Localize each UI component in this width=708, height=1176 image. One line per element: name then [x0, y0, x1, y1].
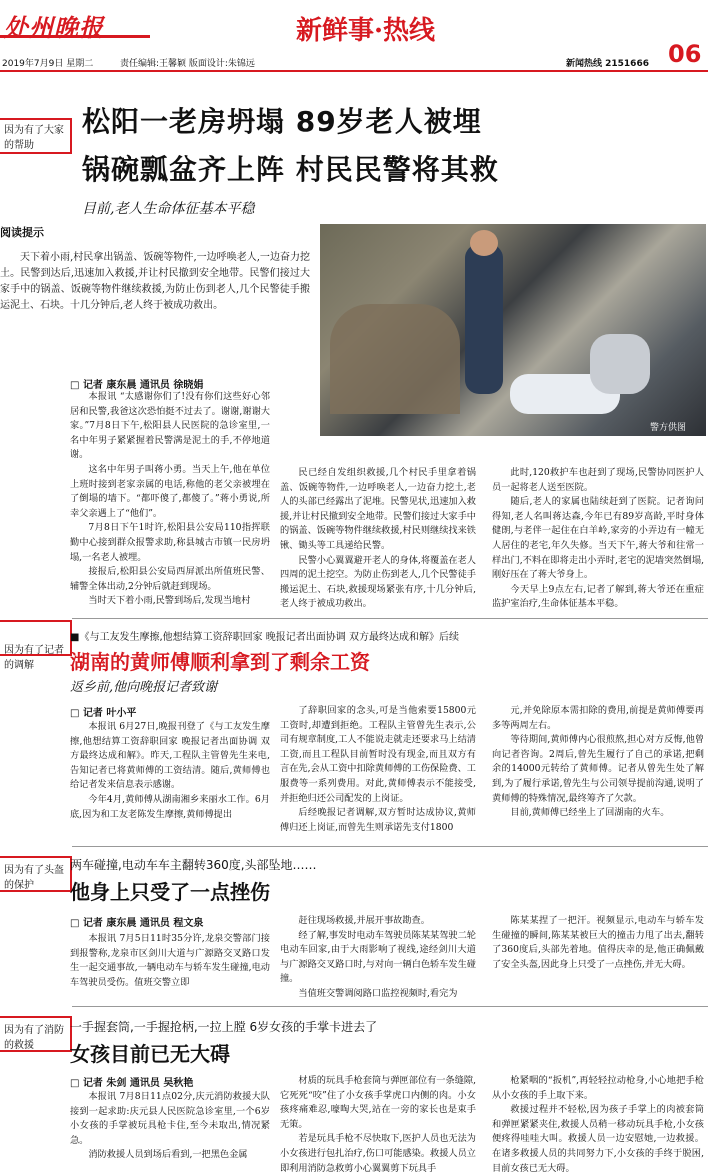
paragraph: 本报讯 6月27日,晚报刊登了《与工友发生摩擦,他想结算工资辞职回家 晚报记者出面协调 双方最终达成和解》。昨天,工程队主管曾先生来电,告知记者已将黄师傅的工资结清。随后,黄师傅也给记者发来信息表示感谢。: [70, 721, 270, 791]
paragraph: 陈某某捏了一把汗。视频显示,电动车与轿车发生碰撞的瞬间,陈某某被巨大的撞击力甩了出去,翻转了360度后,头部先着地。值得庆幸的是,他正确佩戴了安全头盔,因此身上只受了一点挫伤,并无大碍。: [492, 915, 704, 970]
story-column-1: [70, 932, 270, 990]
lead-title: 阅读提示: [0, 226, 44, 239]
story-kicker: ■《与工友发生摩擦,他想结算工资辞职回家 晚报记者出面协调 双方最终达成和解》后续: [70, 632, 459, 643]
header-rule: [0, 70, 708, 72]
paragraph: 救援过程并不轻松,因为孩子手掌上的肉被套筒和弹匣紧紧夹住,救援人员稍一移动玩具手枪,小女孩便疼得哇哇大叫。救援人员一边安慰她,一边救援。在诸多救援人员的共同努力下,小女孩的手终于脱困,目前女孩已无大碍。: [492, 1104, 704, 1174]
story-column-2: [280, 1074, 476, 1176]
paragraph: 若是玩具手枪不尽快取下,医护人员也无法为小女孩进行包扎治疗,伤口可能感染。救援人员立即利用消防急救剪小心翼翼剪下玩具手: [280, 1133, 476, 1174]
paragraph: 随后,老人的家属也陆续赶到了医院。记者询问得知,老人名叫蒋达森,今年已有89岁高龄,平时身体健朗,与老伴一起住在白羊岭,家旁的小弄边有一幢无人居住的老宅,年久失修。当天下午,蒋大爷和往常一样出门,不料在即将走出小弄时,老宅的泥墙突然倒塌,刚好压在了蒋大爷身上。: [492, 496, 704, 581]
paragraph: 民已经自发组织救援,几个村民手里拿着锅盖、饭碗等物件,一边呼唤老人,一边奋力挖土,老人的头部已经露出了泥堆。民警见状,迅速加入救援,并让村民撤到安全地带。民警们接过大家手中的锅盖、饭碗等物件继续救援,村民则继续找来铁锹、锄头等工具递给民警。: [280, 467, 476, 551]
paragraph: 当时天下着小雨,民警到场后,发现当地村: [88, 595, 251, 607]
paragraph: 本报讯 “太感谢你们了!没有你们这些好心邻居和民警,我爸这次恐怕挺不过去了。谢谢,谢谢大家。”7月8日下午,松阳县人民医院的急诊室里,一名中年男子紧紧握着民警满是泥土的手,不停地道谢。: [70, 391, 270, 461]
debris-pile: [330, 304, 460, 414]
subheadline: 目前,老人生命体征基本平稳: [82, 201, 255, 217]
paragraph: 消防救援人员到场后看到,一把黑色金属: [88, 1149, 248, 1161]
page-number: 06: [668, 40, 702, 68]
paragraph: 枪紧咽的“扳机”,再轻轻拉动枪身,小心地把手枪从小女孩的手上取下来。: [492, 1075, 704, 1101]
byline-text: 记者 康东晨 通讯员 徐晓娟: [82, 380, 204, 391]
paragraph: 经了解,事发时电动车驾驶员陈某某驾驶二轮电动车回家,由于大雨影响了视线,途经剑川大道与广源路交叉路口时,与对向一辆白色轿车发生碰撞。: [280, 929, 476, 985]
paragraph: 民警小心翼翼避开老人的身体,将覆盖在老人四周的泥土挖空。为防止伤到老人,几个民警徒手搬运泥土、石块,救援现场紧张有序,十几分钟后,老人终于被成功救出。: [280, 554, 476, 610]
section-divider: [72, 1006, 708, 1007]
section-divider: [72, 846, 708, 847]
officer-figure: [465, 244, 503, 394]
headline-line-2: 锅碗瓢盆齐上阵 村民民警将其救: [82, 153, 499, 186]
officer-head: [470, 230, 498, 256]
paragraph: 今年4月,黄师傅从湖南湘乡来丽水工作。6月底,因为和工友老陈发生摩擦,黄师傅提出: [70, 793, 270, 820]
story-column-2: [280, 914, 476, 1002]
story-subhead: 返乡前,他向晚报记者致谢: [70, 680, 218, 695]
paragraph: 7月8日下午1时许,松阳县公安局110指挥联勤中心接到群众报警求助,称县城古市镇一民房坍塌,一名老人被埋。: [70, 522, 270, 563]
news-photo: [320, 224, 706, 436]
story-byline: □ 记者 朱剑 通讯员 吴秋艳: [70, 1078, 194, 1089]
story-tag: 因为有了消防的救援: [4, 1025, 64, 1051]
photo-credit: 警方供图: [650, 423, 687, 433]
paragraph: 这名中年男子叫蒋小勇。当天上午,他在单位上班时接到老家亲属的电话,称他的老父亲被埋在了倒塌的墙下。“都吓傻了,都傻了。”蒋小勇说,所幸父亲遇上了“他们”。: [70, 463, 270, 519]
story-column-1: [70, 390, 270, 609]
section-title: 新鲜事·热线: [296, 16, 436, 46]
story-column-2: [280, 704, 476, 835]
headline-line-1: 松阳一老房坍塌 89岁老人被埋: [82, 105, 482, 138]
officer-crouching: [590, 334, 650, 394]
paragraph: 今天早上9点左右,记者了解到,蒋大爷还在重症监护室治疗,生命体征基本平稳。: [492, 583, 704, 610]
byline-text: 记者 康东晨 通讯员 程文泉: [82, 918, 204, 929]
story-headline: 女孩目前已无大碍: [70, 1042, 230, 1066]
story-column-3: [492, 704, 704, 821]
editor-credits: 责任编辑:王馨颖 版面设计:朱锦远: [120, 59, 255, 69]
story-column-3: [492, 1074, 704, 1176]
story-column-1: [70, 1090, 270, 1163]
story-column-1: [70, 720, 270, 822]
story-headline: 湖南的黄师傅顺利拿到了剩余工资: [70, 650, 370, 674]
paragraph: 等待期间,黄师傅内心很煎熬,担心对方反悔,他曾向记者咨询。2周后,曾先生履行了自己的承诺,把剩余的14000元转给了黄师傅。记者从曾先生处了解到,为了履行承诺,曾先生与公司领导提前沟通,说明了黄师傅的特殊情况,最终筹齐了欠款。: [492, 734, 704, 804]
paragraph: 此时,120救护车也赶到了现场,民警协同医护人员一起将老人送至医院。: [492, 467, 704, 493]
hotline: 新闻热线 2151666: [566, 59, 649, 69]
paragraph: 元,并免除原本需扣除的费用,前提是黄师傅要再多等两周左右。: [492, 705, 704, 731]
paragraph: 后经晚报记者调解,双方暂时达成协议,黄师傅归还上岗证,而曾先生则承诺先支付1800: [280, 807, 476, 833]
byline-text: 记者 朱剑 通讯员 吴秋艳: [82, 1078, 194, 1089]
story-tag: 因为有了头盔的保护: [4, 865, 64, 891]
paragraph: 当值班交警调阅路口监控视频时,看完为: [298, 987, 458, 999]
story-byline: □ 记者 康东晨 通讯员 程文泉: [70, 918, 204, 929]
story-tag: 因为有了大家的帮助: [4, 125, 64, 151]
paragraph: 材质的玩具手枪套筒与弹匣部位有一条缝隙,它死死“咬”住了小女孩手掌虎口内侧的肉。小女孩疼痛难忍,嚎啕大哭,站在一旁的家长也是束手无策。: [280, 1075, 476, 1130]
byline-text: 记者 叶小平: [82, 708, 137, 719]
paragraph: 目前,黄师傅已经坐上了回湖南的火车。: [510, 807, 670, 819]
story-column-3: [492, 914, 704, 972]
paragraph: 赶往现场救援,并展开事故勘查。: [298, 915, 430, 926]
story-column-2: [280, 466, 476, 612]
paragraph: 接报后,松阳县公安局西屏派出所值班民警、辅警全体出动,2分钟后就赶到现场。: [70, 566, 270, 592]
lead-text: 天下着小雨,村民拿出锅盖、饭碗等物件,一边呼唤老人,一边奋力挖土。民警到达后,迅速加入救援,并让村民撤到安全地带。民警们接过大家手中的锅盖、饭碗等物件继续救援,为防止伤到老人,几个民警徒手搬运泥土、石块。十几分钟后,老人终于被成功救出。: [0, 252, 310, 311]
story-kicker: 两车碰撞,电动车车主翻转360度,头部坠地……: [70, 858, 317, 872]
story-byline: □ 记者 叶小平: [70, 708, 137, 719]
section-divider: [72, 618, 708, 619]
paragraph: 本报讯 7月5日11时35分许,龙泉交警部门接到报警称,龙泉市区剑川大道与广源路交叉路口发生一起交通事故,一辆电动车与轿车发生碰撞,电动车驾驶员受伤。值班交警立即: [70, 933, 270, 988]
paragraph: 了辞职回家的念头,可是当他索要15800元工资时,却遭到拒绝。工程队主管曾先生表示,公司有规章制度,工人不能说走就走还要求马上结清工资,而且工程队目前暂时没有现金,而且双方有言在先,会从工资中扣除黄师傅的工伤保险费、工服费等一系列费用。对此,黄师傅表示不能接受,并拒绝归还公司配发的上岗证。: [280, 705, 476, 804]
story-kicker: 一手握套筒,一手握抢柄,一拉上膛 6岁女孩的手掌卡进去了: [70, 1020, 378, 1034]
story-column-3: [492, 466, 704, 612]
story-byline: □ 记者 康东晨 通讯员 徐晓娟: [70, 380, 204, 391]
story-tag: 因为有了记者的调解: [4, 645, 64, 671]
paragraph: 本报讯 7月8日11点02分,庆元消防救援大队接到一起求助:庆元县人民医院急诊室里,一个6岁小女孩的手掌被玩具枪卡住,至今未取出,情况紧急。: [70, 1091, 270, 1146]
issue-date: 2019年7月9日 星期二: [2, 59, 94, 69]
newspaper-logo: 处州晚报: [4, 13, 104, 42]
story-headline: 他身上只受了一点挫伤: [70, 880, 270, 904]
info-bar: [0, 56, 708, 70]
lead-box: [0, 224, 310, 314]
